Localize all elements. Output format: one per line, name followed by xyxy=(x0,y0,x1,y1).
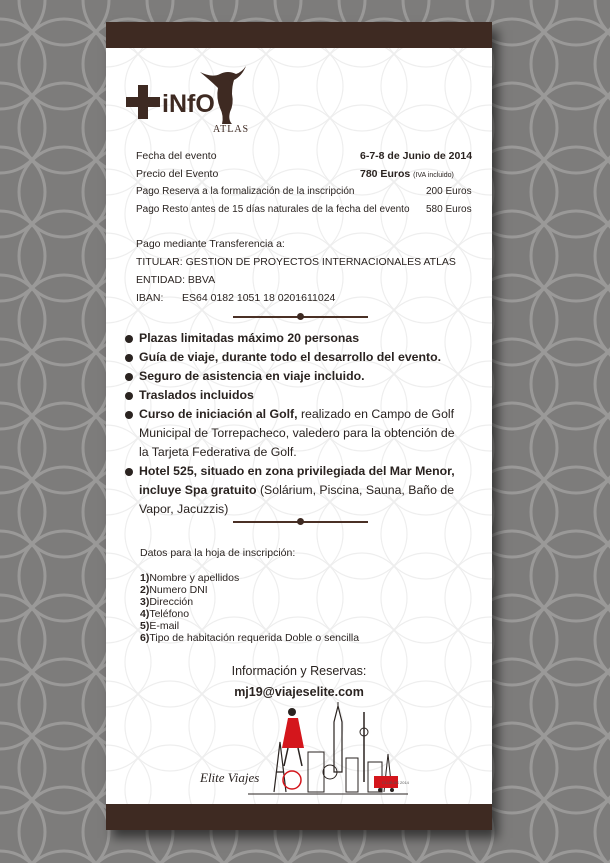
reserve-payment-label: Pago Reserva a la formalización de la inscripción xyxy=(136,186,355,197)
form-item-number: 6) xyxy=(140,632,150,644)
info-flyer xyxy=(106,22,492,830)
form-item xyxy=(140,620,179,632)
payment-titular: TITULAR: GESTION DE PROYECTOS INTERNACIONALES ATLAS xyxy=(136,256,456,268)
feature-plazas: Plazas limitadas máximo 20 personas xyxy=(139,331,360,345)
form-item-text: Nombre y apellidos xyxy=(149,572,240,584)
form-item-text: Dirección xyxy=(149,596,194,608)
feature-golf-title: Curso de iniciación al Golf, xyxy=(139,407,298,421)
form-item xyxy=(140,632,359,644)
feature-guia: Guía de viaje, durante todo el desarrollo del evento. xyxy=(139,350,442,364)
form-item xyxy=(140,608,189,620)
plus-icon xyxy=(126,85,160,119)
form-item-text: E-mail xyxy=(149,620,180,632)
top-band xyxy=(106,22,492,48)
divider-dot xyxy=(297,518,304,525)
form-item-number: 1) xyxy=(140,572,150,584)
payment-intro: Pago mediante Transferencia a: xyxy=(136,238,285,250)
bullet xyxy=(125,468,133,476)
atlas-brand: ATLAS xyxy=(213,124,250,135)
feature-hotel-line3: Vapor, Jacuzzis) xyxy=(139,502,229,516)
footer-small-text: CLUB AS 2014 xyxy=(382,780,409,785)
feature-spa: incluye Spa gratuito xyxy=(139,483,257,497)
form-item-text: Teléfono xyxy=(149,608,190,620)
event-price-value: 780 Euros xyxy=(360,168,411,180)
payment-entidad: ENTIDAD: BBVA xyxy=(136,274,216,286)
contact-email[interactable]: mj19@viajeselite.com xyxy=(234,685,364,699)
feature-seguro: Seguro de asistencia en viaje incluido. xyxy=(139,369,365,383)
event-date-label: Fecha del evento xyxy=(136,150,217,162)
form-item-number: 5) xyxy=(140,620,150,632)
form-intro: Datos para la hoja de inscripción: xyxy=(140,547,296,559)
form-item-number: 4) xyxy=(140,608,150,620)
bullet xyxy=(125,392,133,400)
feature-spa-text: (Solárium, Piscina, Sauna, Baño de xyxy=(256,483,455,497)
form-item-number: 3) xyxy=(140,596,150,608)
elite-viajes-logo: Elite Viajes xyxy=(200,770,260,785)
bullet xyxy=(125,354,133,362)
remaining-payment-value: 580 Euros xyxy=(426,204,472,215)
form-item xyxy=(140,572,239,584)
reserve-payment-value: 200 Euros xyxy=(426,186,472,197)
feature-golf-line3: la Tarjeta Federativa de Golf. xyxy=(139,445,297,459)
form-item xyxy=(140,596,193,608)
payment-iban-label: IBAN: xyxy=(136,292,164,304)
event-price-value-group xyxy=(360,168,454,180)
feature-golf xyxy=(139,405,454,423)
contact-title: Información y Reservas: xyxy=(231,664,367,678)
form-item-text: Numero DNI xyxy=(149,584,208,596)
feature-hotel-line2 xyxy=(139,481,454,499)
payment-iban-value: ES64 0182 1051 18 0201611024 xyxy=(182,292,336,304)
feature-golf-text: realizado en Campo de Golf xyxy=(297,407,455,421)
remaining-payment-label: Pago Resto antes de 15 días naturales de la fecha del evento xyxy=(136,204,410,215)
feature-golf-line2: Municipal de Torrepacheco, valedero para la obtención de xyxy=(139,426,455,440)
form-item-text: Tipo de habitación requerida Doble o sencilla xyxy=(149,632,360,644)
atlas-figure-icon xyxy=(198,64,248,126)
divider-dot xyxy=(297,313,304,320)
bottom-band xyxy=(106,804,492,830)
city-skyline-illustration xyxy=(188,702,418,802)
bullet xyxy=(125,335,133,343)
form-item-number: 2) xyxy=(140,584,150,596)
form-item xyxy=(140,584,208,596)
feature-hotel: Hotel 525, situado en zona privilegiada del Mar Menor, xyxy=(139,464,455,478)
event-price-note: (IVA incluido) xyxy=(413,172,454,179)
event-date-value: 6-7-8 de Junio de 2014 xyxy=(360,150,473,162)
bullet xyxy=(125,373,133,381)
event-price-label: Precio del Evento xyxy=(136,168,219,180)
info-logo-text: iNfO xyxy=(162,90,215,118)
feature-traslados: Traslados incluidos xyxy=(139,388,254,402)
bullet xyxy=(125,411,133,419)
